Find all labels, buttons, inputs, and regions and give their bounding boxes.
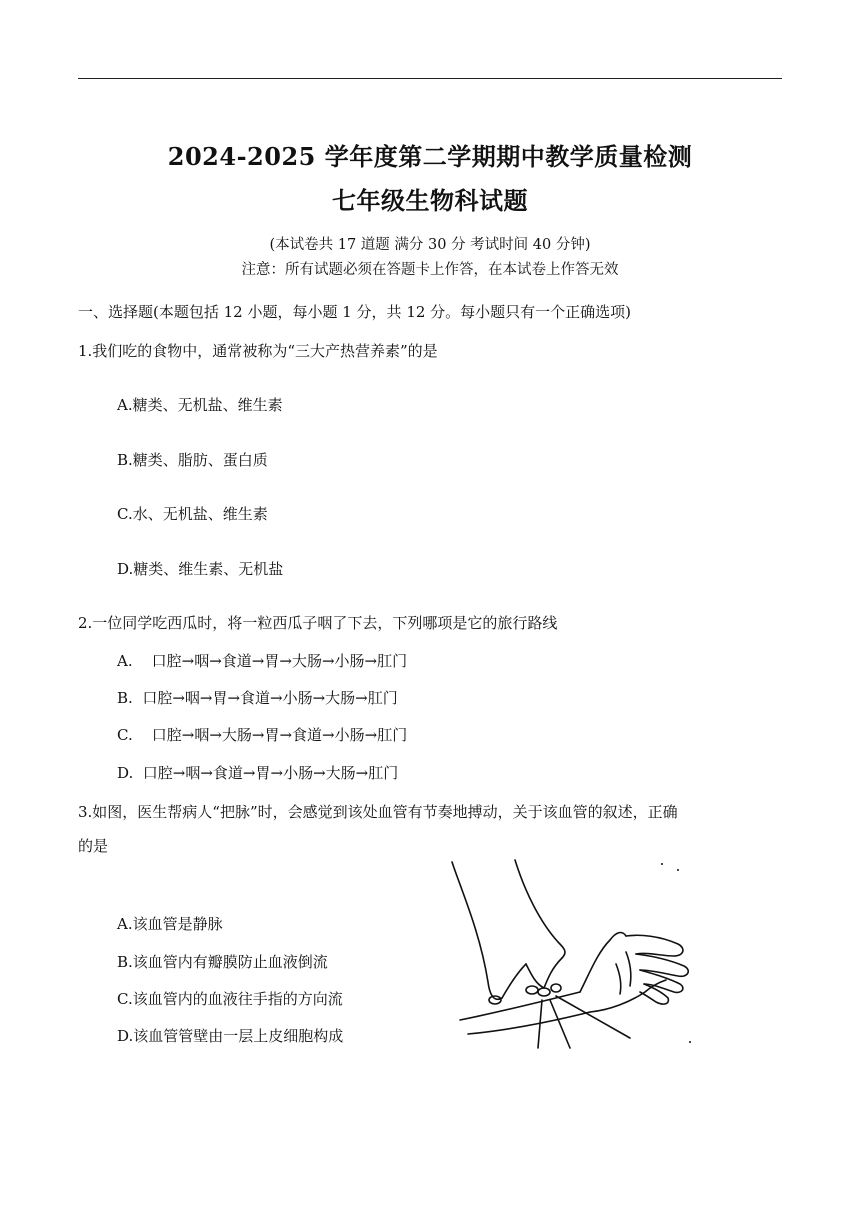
question-1-option-b: B.糖类、脂肪、蛋白质 [117,451,268,469]
exam-title: 2024-2025 学年度第二学期期中教学质量检测 [167,142,693,171]
question-1-option-d: D.糖类、维生素、无机盐 [117,560,284,578]
question-3-option-d: D.该血管管壁由一层上皮细胞构成 [117,1027,344,1045]
section-heading: 一、选择题(本题包括 12 小题，每小题 1 分，共 12 分。每小题只有一个正确选项) [78,303,632,321]
question-3-option-c: C.该血管内的血液往手指的方向流 [117,990,343,1008]
question-3-stem-continued: 的是 [78,837,109,855]
question-3-option-a: A.该血管是静脉 [117,915,223,933]
header-rule [78,78,782,79]
question-1-stem: 1.我们吃的食物中，通常被称为“三大产热营养素”的是 [78,342,438,360]
question-2-option-c: C. 口腔→咽→大肠→胃→食道→小肠→肛门 [117,726,408,744]
question-1-option-c: C.水、无机盐、维生素 [117,505,268,523]
question-3-stem: 3.如图，医生帮病人“把脉”时，会感觉到该处血管有节奏地搏动，关于该血管的叙述，正确 [78,803,678,821]
question-2-option-a: A. 口腔→咽→食道→胃→大肠→小肠→肛门 [117,652,408,670]
question-3-option-b: B.该血管内有瓣膜防止血液倒流 [117,953,328,971]
exam-info: (本试卷共 17 道题 满分 30 分 考试时间 40 分钟) [269,237,591,253]
question-1-option-a: A.糖类、无机盐、维生素 [117,396,283,414]
exam-subtitle: 七年级生物科试题 [332,186,528,215]
exam-notice: 注意：所有试题必须在答题卡上作答，在本试卷上作答无效 [241,262,619,278]
question-2-stem: 2.一位同学吃西瓜时，将一粒西瓜子咽了下去，下列哪项是它的旅行路线 [78,614,558,632]
question-2-option-d: D. 口腔→咽→食道→胃→小肠→大肠→肛门 [117,764,399,782]
question-2-option-b: B. 口腔→咽→胃→食道→小肠→大肠→肛门 [117,689,398,707]
pulse-taking-hand-illustration [440,852,700,1052]
